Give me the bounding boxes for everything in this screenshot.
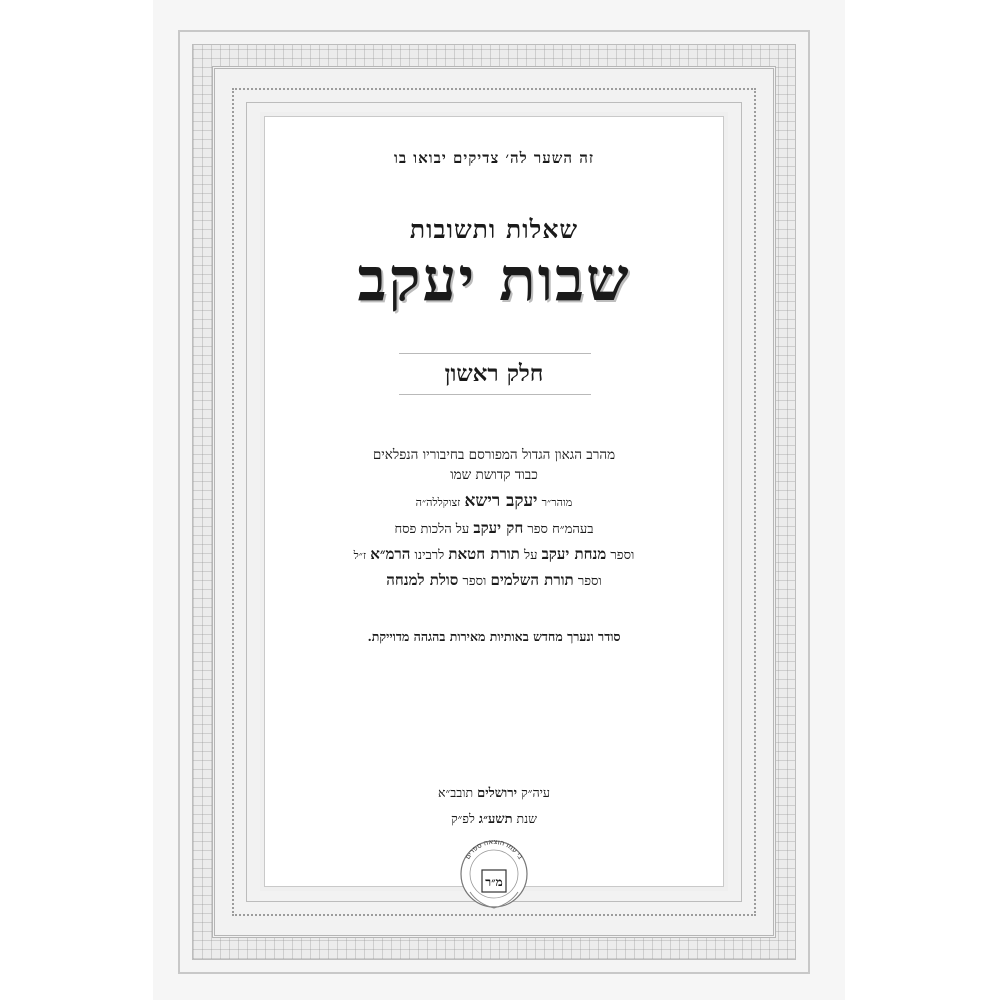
works-2-mid2: לרבינו bbox=[414, 548, 445, 563]
edition-note: סודר ונערך מחדש באותיות מאירות בהגהה מדוייקת. bbox=[367, 629, 621, 644]
works-1-suffix: על הלכות פסח bbox=[394, 522, 470, 537]
works-line-3 bbox=[265, 571, 723, 590]
author-line bbox=[265, 491, 723, 511]
publication-year bbox=[265, 811, 723, 827]
place-suffix: תובב״א bbox=[437, 785, 474, 800]
book-title: שבות יעקב bbox=[357, 245, 631, 315]
place-name: ירושלים bbox=[477, 786, 518, 801]
works-2-prefix: וספר bbox=[610, 548, 635, 563]
author-intro-line-2: כבוד קדושת שמו bbox=[450, 467, 538, 483]
author-intro-line-1: מהרב הגאון הגדול המפורסם בחיבוריו הנפלאים bbox=[372, 447, 616, 463]
motto-verse: זה השער לה׳ צדיקים יבואו בו bbox=[394, 149, 594, 167]
works-2-title2: תורת חטאת bbox=[448, 545, 520, 563]
author-name: יעקב רישא bbox=[464, 491, 538, 511]
works-2-suffix: ז״ל bbox=[353, 549, 367, 562]
book-subtitle: שאלות ותשובות bbox=[409, 215, 579, 244]
works-line-2 bbox=[265, 545, 723, 564]
place-prefix: עיה״ק bbox=[521, 785, 550, 800]
works-3-mid: וספר bbox=[462, 574, 487, 589]
works-3-title: תורת השלמים bbox=[490, 571, 574, 589]
publisher-logo bbox=[456, 834, 532, 918]
publication-place bbox=[265, 785, 723, 801]
title-panel bbox=[264, 116, 724, 887]
logo-emblem-text: מ״ר bbox=[485, 875, 503, 889]
volume-label: חלק ראשון bbox=[444, 360, 544, 387]
works-3-prefix: וספר bbox=[577, 574, 602, 589]
year-value: תשע״ג bbox=[478, 812, 513, 827]
works-1-title: חק יעקב bbox=[473, 519, 524, 537]
year-suffix: לפ״ק bbox=[450, 811, 475, 826]
author-prefix: מוהר״ר bbox=[541, 496, 573, 509]
works-1-prefix: בעהמ״ח ספר bbox=[527, 522, 594, 537]
title-divider-top bbox=[399, 353, 591, 354]
works-3-title2: סולת למנחה bbox=[386, 571, 459, 589]
year-prefix: שנת bbox=[516, 811, 538, 826]
logo-arc-text: בי עמו הוצאה ספרים bbox=[463, 837, 525, 861]
works-line-1 bbox=[265, 519, 723, 538]
works-2-title3: הרמ״א bbox=[370, 545, 411, 563]
works-2-mid: על bbox=[523, 548, 538, 563]
title-divider-bottom bbox=[399, 394, 591, 395]
works-2-title: מנחת יעקב bbox=[541, 545, 607, 563]
author-suffix: זצוקללה״ה bbox=[415, 496, 461, 509]
